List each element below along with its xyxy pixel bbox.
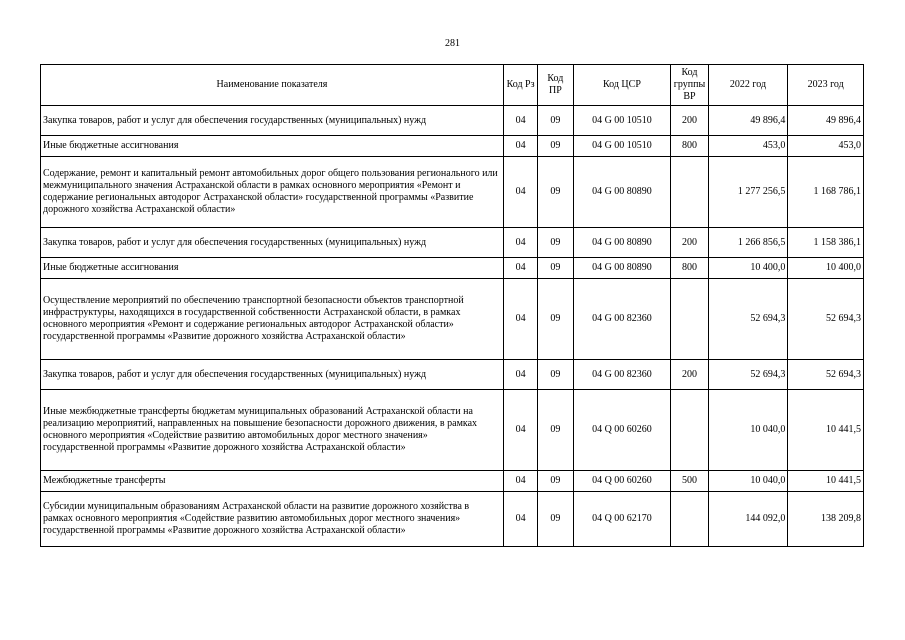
budget-table: [40, 64, 864, 547]
row-name: Содержание, ремонт и капитальный ремонт автомобильных дорог общего пользования регионального или межмуниципального значения Астраханской области в рамках основного мероприятия «Ремонт и содержание региональных автодорог Астраханской области» государственной программы «Развитие дорожного хозяйства Астраханской области»: [41, 157, 504, 228]
row-vr: 200: [671, 106, 708, 136]
row-pr: 09: [538, 492, 573, 547]
row-2022: 10 040,0: [708, 471, 788, 492]
table-row: [41, 360, 864, 390]
row-pr: 09: [538, 106, 573, 136]
row-rz: 04: [503, 492, 537, 547]
table-row: [41, 492, 864, 547]
row-name: Иные межбюджетные трансферты бюджетам муниципальных образований Астраханской области на реализацию мероприятий, направленных на повышение безопасности дорожного движения, в рамках основного мероприятия «Содействие развитию автомобильных дорог местного значения» государственной программы «Развитие дорожного хозяйства Астраханской области»: [41, 390, 504, 471]
row-rz: 04: [503, 279, 537, 360]
row-rz: 04: [503, 258, 537, 279]
row-2022: 49 896,4: [708, 106, 788, 136]
row-vr: [671, 279, 708, 360]
row-rz: 04: [503, 360, 537, 390]
row-vr: [671, 157, 708, 228]
row-2022: 52 694,3: [708, 360, 788, 390]
table-row: [41, 157, 864, 228]
row-pr: 09: [538, 471, 573, 492]
row-2022: 10 400,0: [708, 258, 788, 279]
header-name: Наименование показателя: [41, 65, 504, 106]
row-name: Иные бюджетные ассигнования: [41, 258, 504, 279]
table-row: [41, 258, 864, 279]
header-2022: 2022 год: [708, 65, 788, 106]
row-vr: 800: [671, 258, 708, 279]
header-2023: 2023 год: [788, 65, 864, 106]
table-header-row: [41, 65, 864, 106]
row-csr: 04 Q 00 60260: [573, 390, 671, 471]
row-2022: 1 277 256,5: [708, 157, 788, 228]
row-pr: 09: [538, 157, 573, 228]
table-row: [41, 279, 864, 360]
row-2023: 1 168 786,1: [788, 157, 864, 228]
row-name: Закупка товаров, работ и услуг для обеспечения государственных (муниципальных) нужд: [41, 360, 504, 390]
row-2023: 52 694,3: [788, 279, 864, 360]
row-2022: 453,0: [708, 136, 788, 157]
row-csr: 04 G 00 80890: [573, 157, 671, 228]
row-vr: [671, 492, 708, 547]
row-rz: 04: [503, 136, 537, 157]
row-rz: 04: [503, 471, 537, 492]
row-2023: 49 896,4: [788, 106, 864, 136]
row-name: Иные бюджетные ассигнования: [41, 136, 504, 157]
row-pr: 09: [538, 390, 573, 471]
row-pr: 09: [538, 360, 573, 390]
row-2023: 10 441,5: [788, 471, 864, 492]
row-vr: 200: [671, 360, 708, 390]
row-csr: 04 G 00 80890: [573, 258, 671, 279]
row-pr: 09: [538, 279, 573, 360]
page-number: 281: [445, 38, 460, 49]
row-name: Межбюджетные трансферты: [41, 471, 504, 492]
row-vr: 500: [671, 471, 708, 492]
row-csr: 04 Q 00 60260: [573, 471, 671, 492]
header-pr: Код ПР: [538, 65, 573, 106]
row-2022: 10 040,0: [708, 390, 788, 471]
row-2022: 1 266 856,5: [708, 228, 788, 258]
row-pr: 09: [538, 136, 573, 157]
row-vr: [671, 390, 708, 471]
row-2023: 52 694,3: [788, 360, 864, 390]
row-rz: 04: [503, 390, 537, 471]
table-row: [41, 106, 864, 136]
row-csr: 04 G 00 82360: [573, 360, 671, 390]
row-2022: 144 092,0: [708, 492, 788, 547]
header-rz: Код Рз: [503, 65, 537, 106]
row-rz: 04: [503, 157, 537, 228]
row-2023: 453,0: [788, 136, 864, 157]
table-row: [41, 390, 864, 471]
row-csr: 04 G 00 80890: [573, 228, 671, 258]
header-vr: Код группы ВР: [671, 65, 708, 106]
row-rz: 04: [503, 106, 537, 136]
row-rz: 04: [503, 228, 537, 258]
row-2023: 138 209,8: [788, 492, 864, 547]
row-name: Осуществление мероприятий по обеспечению транспортной безопасности объектов транспортной инфраструктуры, находящихся в государственной собственности Астраханской области, в рамках основного мероприятия «Ремонт и содержание региональных автодорог Астраханской области» государственной программы «Развитие дорожного хозяйства Астраханской области»: [41, 279, 504, 360]
row-csr: 04 G 00 82360: [573, 279, 671, 360]
row-name: Закупка товаров, работ и услуг для обеспечения государственных (муниципальных) нужд: [41, 106, 504, 136]
table-row: [41, 136, 864, 157]
header-csr: Код ЦСР: [573, 65, 671, 106]
row-csr: 04 G 00 10510: [573, 136, 671, 157]
table-row: [41, 471, 864, 492]
row-name: Субсидии муниципальным образованиям Астраханской области на развитие дорожного хозяйства в рамках основного мероприятия «Содействие развитию автомобильных дорог местного значения» государственной программы «Развитие дорожного хозяйства Астраханской области»: [41, 492, 504, 547]
row-csr: 04 Q 00 62170: [573, 492, 671, 547]
row-vr: 800: [671, 136, 708, 157]
row-2022: 52 694,3: [708, 279, 788, 360]
table-row: [41, 228, 864, 258]
row-2023: 10 400,0: [788, 258, 864, 279]
row-vr: 200: [671, 228, 708, 258]
row-2023: 10 441,5: [788, 390, 864, 471]
row-2023: 1 158 386,1: [788, 228, 864, 258]
row-pr: 09: [538, 228, 573, 258]
row-pr: 09: [538, 258, 573, 279]
row-csr: 04 G 00 10510: [573, 106, 671, 136]
row-name: Закупка товаров, работ и услуг для обеспечения государственных (муниципальных) нужд: [41, 228, 504, 258]
